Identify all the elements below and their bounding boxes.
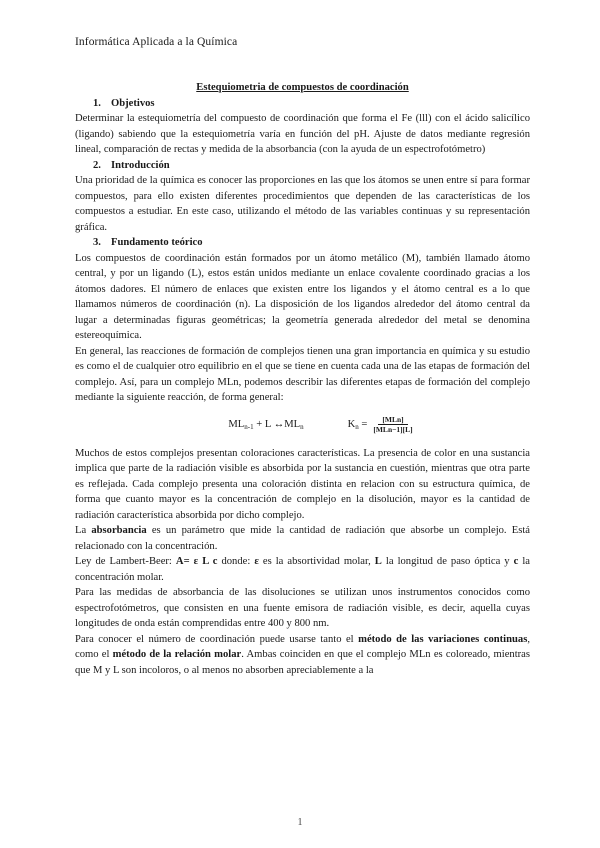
fundamento-paragraph-1: Los compuestos de coordinación están formados por un átomo metálico (M), también llamado átomo central, y por un ligando (L), estos están unidos mediante un enlace covalente coordinado gracias a los átomos dadores. El número de enlaces que existen entre los ligandos y el átomo central es a lo que llamamos números de coordinación (n). La disposición de los ligandos alrededor del átomo central da lugar a determinadas figuras geométricas; la geometría generada alrededor del metal se denomina estereoquímica. <box>75 252 530 341</box>
fraction-numerator: [MLn] <box>378 415 407 425</box>
section-heading-introduccion <box>75 158 530 174</box>
section-number: 3. <box>93 237 101 248</box>
reaction-equation: $ML_{n-1} + L$ $\leftrightarrow ML_n$ <box>228 418 304 431</box>
equilibrium-formula <box>75 408 530 442</box>
document-body <box>75 80 530 678</box>
section-heading-fundamento <box>75 235 530 251</box>
absorbancia-paragraph: La absorbancia es un parámetro que mide la cantidad de radiación que absorbe un complejo. Está relacionado con la concentración. <box>75 525 530 552</box>
espectrofotometro-paragraph: Para las medidas de absorbancia de las disoluciones se utilizan unos instrumentos conocidos como espectrofotómetros, que consisten en una fuente emisora de radiación visible, es decir, aquella cuyas longitudes de onda están comprendidas entre 400 y 800 nm. <box>75 587 530 629</box>
constant-equation: $K_n$ = <box>347 418 368 431</box>
page-number: 1 <box>297 817 303 828</box>
metodos-paragraph: Para conocer el número de coordinación puede usarse tanto el método de las variaciones continuas, como el método de la relación molar. Ambas coinciden en que el complejo MLn es coloreado, mientras que M y L son incoloros, o al menos no absorben apreciablemente a la <box>75 633 530 676</box>
section-number: 1. <box>93 97 101 109</box>
document-title: Estequiometria de compuestos de coordinación <box>196 82 409 93</box>
section-label: Introducción <box>111 159 170 171</box>
section-number: 2. <box>93 159 101 171</box>
introduccion-paragraph: Una prioridad de la química es conocer las proporciones en las que los átomos se unen entre sí para formar compuestos, para ello existen diferentes procedimientos que dependen de las características de los compuestos a estudiar. En este caso, utilizando el método de las variables continuas y su representación gráfica. <box>75 175 530 233</box>
fraction-denominator: [MLn−1][L] <box>373 425 413 434</box>
section-label: Fundamento teórico <box>111 237 203 248</box>
lambert-beer-paragraph: Ley de Lambert-Beer: A= ε L c donde: ε es la absortividad molar, L la longitud de paso óptica y c la concentración molar. <box>75 556 531 583</box>
fundamento-paragraph-3: Muchos de estos complejos presentan coloraciones características. La presencia de color en una sustancia implica que parte de la radiación visible es absorbida por la sustancia en cuestión, mientras que otra parte es reflejada. Cada complejo presenta una coloración distinta en relacion con su estructura química, de forma que cuanto mayor es la concentración de complejo en la disolución, mayor es la cantidad de radiación característica absorbida por dicho complejo. <box>75 447 530 521</box>
fundamento-paragraph-2: En general, las reacciones de formación de complejos tienen una gran importancia en química y su estudio es como el de cualquier otro equilibrio en el que se tiene en cuenta cada una de las etapas de formación del complejo. Así, para un complejo MLn, podemos describir las diferentes etapas de formación del complejo mediante la siguiente reacción, de forma general: <box>75 345 530 403</box>
page-header: Informática Aplicada a la Química <box>75 36 238 48</box>
objetivos-paragraph: Determinar la estequiometría del compuesto de coordinación que forma el Fe (lll) con el ácido salicílico (ligando) sabiendo que la estequiometría varía en función del pH. Ajuste de datos mediante regresión lineal, comparación de rectas y medida de la absorbancia (con la ayuda de un espectrofotómetro) <box>75 113 530 155</box>
section-label: Objetivos <box>111 97 155 109</box>
constant-fraction <box>369 415 416 434</box>
section-heading-objetivos <box>75 96 530 112</box>
